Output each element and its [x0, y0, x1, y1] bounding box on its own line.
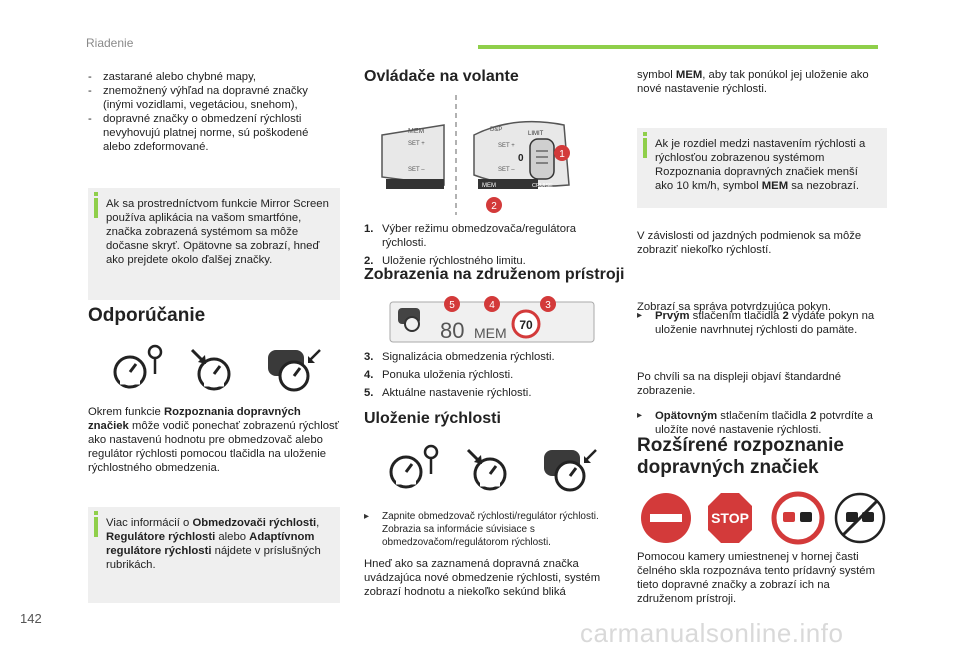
- traffic-signs-row: [640, 490, 890, 546]
- callout-5-label: 5: [449, 300, 455, 311]
- list-item: - dopravné značky o obmedzení rýchlosti nevyhovujú platnej norme, sú poškodené alebo zdeformované.: [88, 112, 328, 154]
- section-label: Riadenie: [86, 36, 134, 50]
- stalk-label-set-plus: SET +: [498, 143, 515, 149]
- stalk-label-zero: 0: [518, 153, 524, 164]
- traffic-signs: [640, 490, 890, 546]
- stalk-label-mem: MEM: [482, 183, 496, 189]
- stalk-label-set-minus: SET –: [408, 167, 425, 173]
- info-text: Viac informácií o Obmedzovači rýchlosti, Regulátore rýchlosti alebo Adaptívnom regulátore rýchlosti nájdete v príslušných rubrikách.: [106, 517, 321, 571]
- heading-extended-recognition: Rozšírené rozpoznanie dopravných značiek: [637, 435, 844, 478]
- heading-instrument-display: Zobrazenia na združenom prístroji: [364, 266, 625, 283]
- stalk-label-dap: D&P: [490, 127, 503, 133]
- speed-limiter-icon: [110, 344, 168, 392]
- no-entry-sign-icon: [641, 493, 691, 543]
- check-activate-limiter: ▸ Zapnite obmedzovač rýchlosti/regulátor rýchlosti. Zobrazia sa informácie súvisiace s obmedzovačom/regulátorom rýchlosti.: [364, 511, 599, 548]
- check-icon: ▸: [637, 410, 643, 421]
- stalk-label-cruise: CRUISE: [532, 183, 553, 189]
- info-text: Ak sa prostredníctvom funkcie Mirror Screen používa aplikácia na vašom smartfóne, značka zobrazená systémom sa môže dočasne skryť. Opätovne sa zobrazí, hneď ako prejdete okolo ďalšej značky.: [106, 198, 329, 266]
- watermark: carmanualsonline.info: [580, 618, 844, 648]
- check-second-press: ▸ Opätovným stlačením tlačidla 2 potvrdíte a uložíte nové nastavenie rýchlosti.: [637, 410, 873, 436]
- callout-1-label: 1: [559, 149, 565, 160]
- heading-steering-controls: Ovládače na volante: [364, 68, 519, 85]
- sign-recognition-icon: [540, 444, 604, 494]
- camera-paragraph: Pomocou kamery umiestnenej v hornej časti čelného skla rozpoznáva tento prídavný systém tieto dopravné značky a zobrazí ich na združenom prístroji.: [637, 551, 875, 605]
- stalk-diagram: [364, 95, 616, 215]
- heading-recommendation: Odporúčanie: [88, 305, 206, 326]
- section-accent-bar: [478, 45, 878, 49]
- info-icon: [94, 198, 98, 218]
- check-icon: ▸: [637, 310, 643, 321]
- stop-sign-text: STOP: [711, 510, 749, 526]
- sign-recognition-icon: [264, 344, 328, 394]
- callout-3-label: 3: [545, 300, 551, 311]
- info-icon: [643, 138, 647, 158]
- info-icon: [94, 517, 98, 537]
- stalk-label-set-minus: SET –: [498, 167, 515, 173]
- limitations-list: [88, 70, 328, 154]
- callout-4-label: 4: [489, 300, 495, 311]
- check-icon: ▸: [364, 511, 370, 522]
- icon-row-recommendation: [88, 340, 338, 395]
- stop-sign-icon: [708, 493, 752, 543]
- heading-speed-memorisation: Uloženie rýchlosti: [364, 410, 501, 427]
- memorize-speed-icon: [186, 346, 238, 392]
- info-box-mirror-screen: [88, 188, 340, 300]
- info-box-more-info: [88, 507, 340, 603]
- first-press-result: Zobrazí sa správa potvrdzujúca pokyn.: [637, 301, 832, 313]
- steering-stalk-illustration: [364, 95, 616, 215]
- stalk-label-mem: MEM: [408, 128, 425, 135]
- icon-row-memorisation: [364, 440, 614, 495]
- list-item: 1. Výber režimu obmedzovača/regulátora rýchlosti.: [364, 223, 577, 249]
- recommendation-paragraph: Okrem funkcie Rozpoznania dopravných značiek môže vodič ponechať zobrazenú rýchlosť ako nastavenú hodnotu pre obmedzovač alebo regulátor rýchlosti pomocou tlačidla na uloženie rýchlostného obmedzenia.: [88, 406, 339, 474]
- list-item: 5. Aktuálne nastavenie rýchlosti.: [364, 387, 532, 399]
- instrument-display-illustration: [388, 296, 598, 344]
- list-item: - zastarané alebo chybné mapy,: [88, 70, 328, 84]
- display-legend: [364, 350, 614, 404]
- list-item: 4. Ponuka uloženia rýchlosti.: [364, 369, 514, 381]
- second-press-result: Po chvíli sa na displeji objaví štandardné zobrazenie.: [637, 371, 842, 397]
- memorize-speed-icon: [462, 446, 514, 492]
- speeds-paragraph: V závislosti od jazdných podmienok sa môže zobraziť niekoľko rýchlostí.: [637, 230, 862, 256]
- page-number: 142: [20, 611, 42, 626]
- stalk-label-limit: LIMIT: [528, 131, 544, 137]
- mem-symbol-paragraph: symbol MEM, aby tak ponúkol jej uloženie ako nové nastavenie rýchlosti.: [637, 69, 869, 95]
- check-first-press: ▸ Prvým stlačením tlačidla 2 vydáte pokyn na uloženie navrhnutej rýchlosti do pamäte.: [637, 310, 875, 336]
- display-limit-sign: 70: [519, 318, 533, 332]
- info-text: Ak je rozdiel medzi nastavením rýchlosti a rýchlosťou zobrazenou systémom Rozpoznania dopravných značiek menší ako 10 km/h, symbol MEM sa nezobrazí.: [655, 138, 866, 192]
- speed-limiter-icon: [386, 444, 444, 492]
- list-item: 3. Signalizácia obmedzenia rýchlosti.: [364, 351, 555, 363]
- list-item: - znemožnený výhľad na dopravné značky (inými vozidlami, vegetáciou, snehom),: [88, 84, 328, 112]
- controls-legend: [364, 222, 614, 272]
- display-diagram: [388, 296, 598, 344]
- display-speed-value: 80: [440, 318, 465, 343]
- callout-2-label: 2: [491, 201, 497, 212]
- no-overtaking-sign-icon: [774, 494, 822, 542]
- memorisation-paragraph: Hneď ako sa zaznamená dopravná značka uvádzajúca nové obmedzenie rýchlosti, systém zobrazí hodnotu a niekoľko sekúnd bliká: [364, 558, 601, 598]
- display-mem-label: MEM: [474, 325, 507, 341]
- list-item: 2. Uloženie rýchlostného limitu.: [364, 255, 526, 267]
- stalk-label-set-plus: SET +: [408, 141, 425, 147]
- end-no-overtaking-sign-icon: [836, 494, 884, 542]
- info-box-mem-threshold: [637, 128, 887, 208]
